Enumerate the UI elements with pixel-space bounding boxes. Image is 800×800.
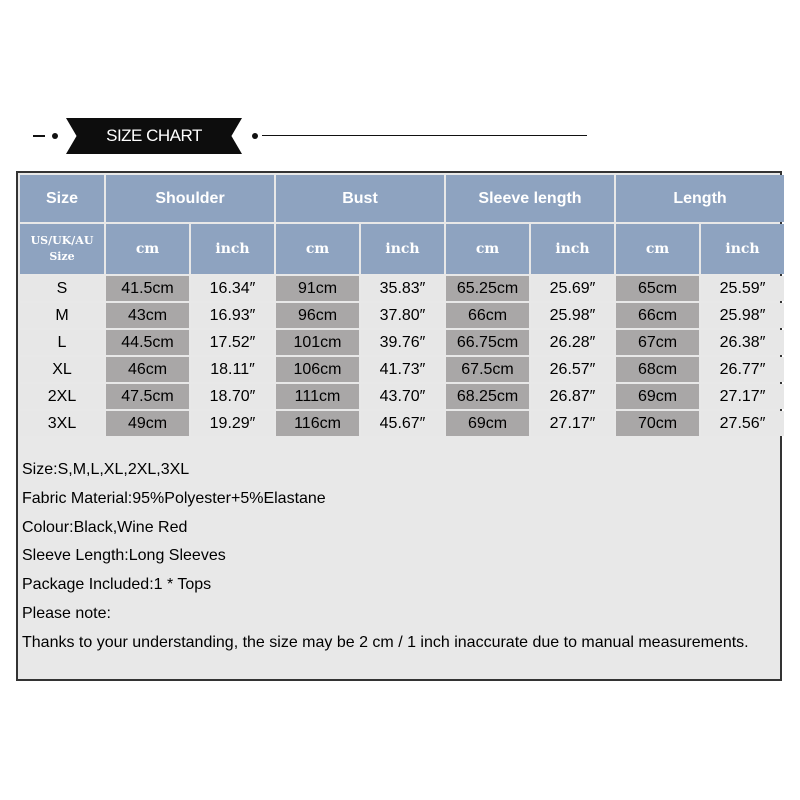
value-cell: 116cm bbox=[276, 411, 359, 436]
value-cell: 70cm bbox=[616, 411, 699, 436]
note-please-note: Please note: bbox=[22, 604, 111, 622]
value-cell: 111cm bbox=[276, 384, 359, 409]
product-notes bbox=[22, 456, 772, 658]
value-cell: 17.52″ bbox=[191, 330, 274, 355]
unit-inch: inch bbox=[191, 224, 274, 274]
value-cell: 66cm bbox=[446, 303, 529, 328]
table-row bbox=[20, 411, 784, 436]
header-region-size bbox=[20, 224, 104, 274]
value-cell: 68.25cm bbox=[446, 384, 529, 409]
value-cell: 35.83″ bbox=[361, 276, 444, 301]
header-region-line2: Size bbox=[49, 250, 75, 263]
value-cell: 26.28″ bbox=[531, 330, 614, 355]
value-cell: 44.5cm bbox=[106, 330, 189, 355]
value-cell: 27.56″ bbox=[701, 411, 784, 436]
value-cell: 65.25cm bbox=[446, 276, 529, 301]
unit-cm: cm bbox=[446, 224, 529, 274]
header-length: Length bbox=[616, 175, 784, 222]
header-sleeve-length: Sleeve length bbox=[446, 175, 614, 222]
value-cell: 45.67″ bbox=[361, 411, 444, 436]
banner-right-rule bbox=[262, 135, 587, 136]
value-cell: 26.57″ bbox=[531, 357, 614, 382]
note-colour: Colour:Black,Wine Red bbox=[22, 518, 188, 536]
header-row-groups bbox=[20, 175, 784, 222]
value-cell: 26.87″ bbox=[531, 384, 614, 409]
header-shoulder: Shoulder bbox=[106, 175, 274, 222]
value-cell: 68cm bbox=[616, 357, 699, 382]
table-row bbox=[20, 276, 784, 301]
header-row-units bbox=[20, 224, 784, 274]
value-cell: 66cm bbox=[616, 303, 699, 328]
table-row bbox=[20, 303, 784, 328]
banner-left-rule bbox=[33, 135, 45, 137]
header-size: Size bbox=[20, 175, 104, 222]
note-fabric: Fabric Material:95%Polyester+5%Elastane bbox=[22, 489, 326, 507]
value-cell: 43cm bbox=[106, 303, 189, 328]
unit-inch: inch bbox=[531, 224, 614, 274]
note-measurement-disclaimer: Thanks to your understanding, the size may be 2 cm / 1 inch inaccurate due to manual measurements. bbox=[22, 633, 749, 651]
value-cell: 41.73″ bbox=[361, 357, 444, 382]
unit-inch: inch bbox=[701, 224, 784, 274]
value-cell: 25.59″ bbox=[701, 276, 784, 301]
size-cell: XL bbox=[20, 357, 104, 382]
value-cell: 67cm bbox=[616, 330, 699, 355]
value-cell: 26.77″ bbox=[701, 357, 784, 382]
value-cell: 101cm bbox=[276, 330, 359, 355]
size-cell: M bbox=[20, 303, 104, 328]
banner-right-dot bbox=[252, 133, 258, 139]
note-sizes: Size:S,M,L,XL,2XL,3XL bbox=[22, 461, 190, 478]
value-cell: 43.70″ bbox=[361, 384, 444, 409]
value-cell: 39.76″ bbox=[361, 330, 444, 355]
table-row bbox=[20, 330, 784, 355]
value-cell: 18.11″ bbox=[191, 357, 274, 382]
value-cell: 37.80″ bbox=[361, 303, 444, 328]
value-cell: 18.70″ bbox=[191, 384, 274, 409]
note-sleeve-length: Sleeve Length:Long Sleeves bbox=[22, 547, 226, 565]
value-cell: 66.75cm bbox=[446, 330, 529, 355]
value-cell: 91cm bbox=[276, 276, 359, 301]
table-row bbox=[20, 384, 784, 409]
size-cell: L bbox=[20, 330, 104, 355]
value-cell: 26.38″ bbox=[701, 330, 784, 355]
value-cell: 106cm bbox=[276, 357, 359, 382]
size-chart-banner bbox=[30, 116, 600, 156]
page-title: SIZE CHART bbox=[106, 126, 202, 145]
size-table bbox=[18, 173, 786, 438]
value-cell: 47.5cm bbox=[106, 384, 189, 409]
banner-left-dot bbox=[52, 133, 58, 139]
value-cell: 65cm bbox=[616, 276, 699, 301]
unit-cm: cm bbox=[106, 224, 189, 274]
size-cell: 2XL bbox=[20, 384, 104, 409]
value-cell: 67.5cm bbox=[446, 357, 529, 382]
unit-cm: cm bbox=[276, 224, 359, 274]
note-package: Package Included:1 * Tops bbox=[22, 576, 212, 594]
value-cell: 27.17″ bbox=[531, 411, 614, 436]
header-region-line1: US/UK/AU bbox=[30, 234, 94, 247]
value-cell: 96cm bbox=[276, 303, 359, 328]
value-cell: 16.34″ bbox=[191, 276, 274, 301]
size-cell: S bbox=[20, 276, 104, 301]
value-cell: 69cm bbox=[616, 384, 699, 409]
value-cell: 25.98″ bbox=[701, 303, 784, 328]
unit-cm: cm bbox=[616, 224, 699, 274]
unit-inch: inch bbox=[361, 224, 444, 274]
value-cell: 46cm bbox=[106, 357, 189, 382]
header-bust: Bust bbox=[276, 175, 444, 222]
value-cell: 41.5cm bbox=[106, 276, 189, 301]
table-row bbox=[20, 357, 784, 382]
value-cell: 69cm bbox=[446, 411, 529, 436]
size-chart-frame bbox=[16, 171, 782, 681]
value-cell: 19.29″ bbox=[191, 411, 274, 436]
value-cell: 25.98″ bbox=[531, 303, 614, 328]
value-cell: 27.17″ bbox=[701, 384, 784, 409]
value-cell: 16.93″ bbox=[191, 303, 274, 328]
value-cell: 25.69″ bbox=[531, 276, 614, 301]
value-cell: 49cm bbox=[106, 411, 189, 436]
size-cell: 3XL bbox=[20, 411, 104, 436]
